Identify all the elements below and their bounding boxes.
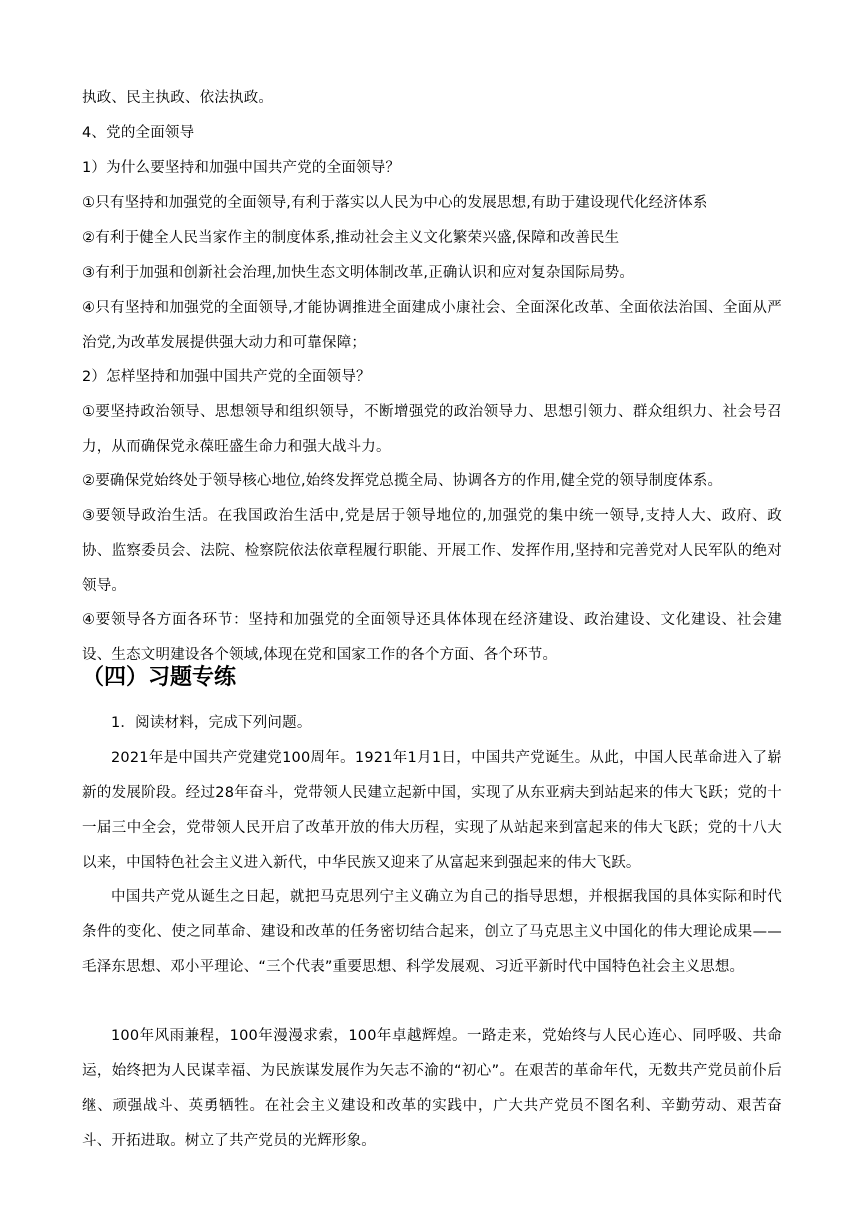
material-paragraph: 100年风雨兼程，100年漫漫求索，100年卓越辉煌。一路走来，党始终与人民心连心、同呼吸、共命运，始终把为人民谋幸福、为民族谋发展作为矢志不渝的“初心”。在艰苦的革命年代，无数共产党员前仆后继、顽强战斗、英勇牺牲。在社会主义建设和改革的实践中，广大共产党员不图名利、辛勤劳动、艰苦奋斗、开拓进取。树立了共产党员的光辉形象。 [82, 1028, 782, 1149]
list-item: ①要坚持政治领导、思想领导和组织领导，不断增强党的政治领导力、思想引领力、群众组织力、社会号召力，从而确保党永葆旺盛生命力和强大战斗力。 [82, 404, 782, 455]
list-item: ②有利于健全人民当家作主的制度体系,推动社会主义文化繁荣兴盛,保障和改善民生 [82, 230, 620, 246]
list-item: ②要确保党始终处于领导核心地位,始终发挥党总揽全局、协调各方的作用,健全党的领导制度体系。 [82, 473, 723, 489]
list-item: ①只有坚持和加强党的全面领导,有利于落实以人民为中心的发展思想,有助于建设现代化经济体系 [82, 195, 708, 211]
question-heading: 2）怎样坚持和加强中国共产党的全面领导？ [82, 369, 371, 385]
material-paragraph: 中国共产党从诞生之日起，就把马克思列宁主义确立为自己的指导思想，并根据我国的具体实际和时代条件的变化、使之同革命、建设和改革的任务密切结合起来，创立了马克思主义中国化的伟大理论成果——毛泽东思想、邓小平理论、“三个代表”重要思想、科学发展观、习近平新时代中国特色社会主义思想。 [82, 889, 782, 975]
list-item: ④要领导各方面各环节：坚持和加强党的全面领导还具体体现在经济建设、政治建设、文化建设、社会建设、生态文明建设各个领域,体现在党和国家工作的各个方面、各个环节。 [82, 612, 782, 663]
text-line: 执政、民主执政、依法执政。 [82, 90, 274, 106]
list-item: ③有利于加强和创新社会治理,加快生态文明体制改革,正确认识和应对复杂国际局势。 [82, 265, 635, 281]
section-title: （四）习题专练 [82, 665, 237, 690]
material-paragraph: 2021年是中国共产党建党100周年。1921年1月1日，中国共产党诞生。从此，中国人民革命进入了崭新的发展阶段。经过28年奋斗，党带领人民建立起新中国，实现了从东亚病夫到站起来的伟大飞跃；党的十一届三中全会，党带领人民开启了改革开放的伟大历程，实现了从站起来到富起来的伟大飞跃；党的十八大以来，中国特色社会主义进入新代，中华民族又迎来了从富起来到强起来的伟大飞跃。 [82, 750, 782, 871]
exercise-item: 1．阅读材料，完成下列问题。 [111, 715, 312, 731]
list-item: ③要领导政治生活。在我国政治生活中,党是居于领导地位的,加强党的集中统一领导,支持人大、政府、政协、监察委员会、法院、检察院依法依章程履行职能、开展工作、发挥作用,坚持和完善党对人民军队的绝对领导。 [82, 508, 782, 594]
question-heading: 1）为什么要坚持和加强中国共产党的全面领导？ [82, 160, 401, 176]
subsection-heading: 4、党的全面领导 [82, 125, 195, 141]
list-item: ④只有坚持和加强党的全面领导,才能协调推进全面建成小康社会、全面深化改革、全面依法治国、全面从严治党,为改革发展提供强大动力和可靠保障； [82, 300, 782, 351]
